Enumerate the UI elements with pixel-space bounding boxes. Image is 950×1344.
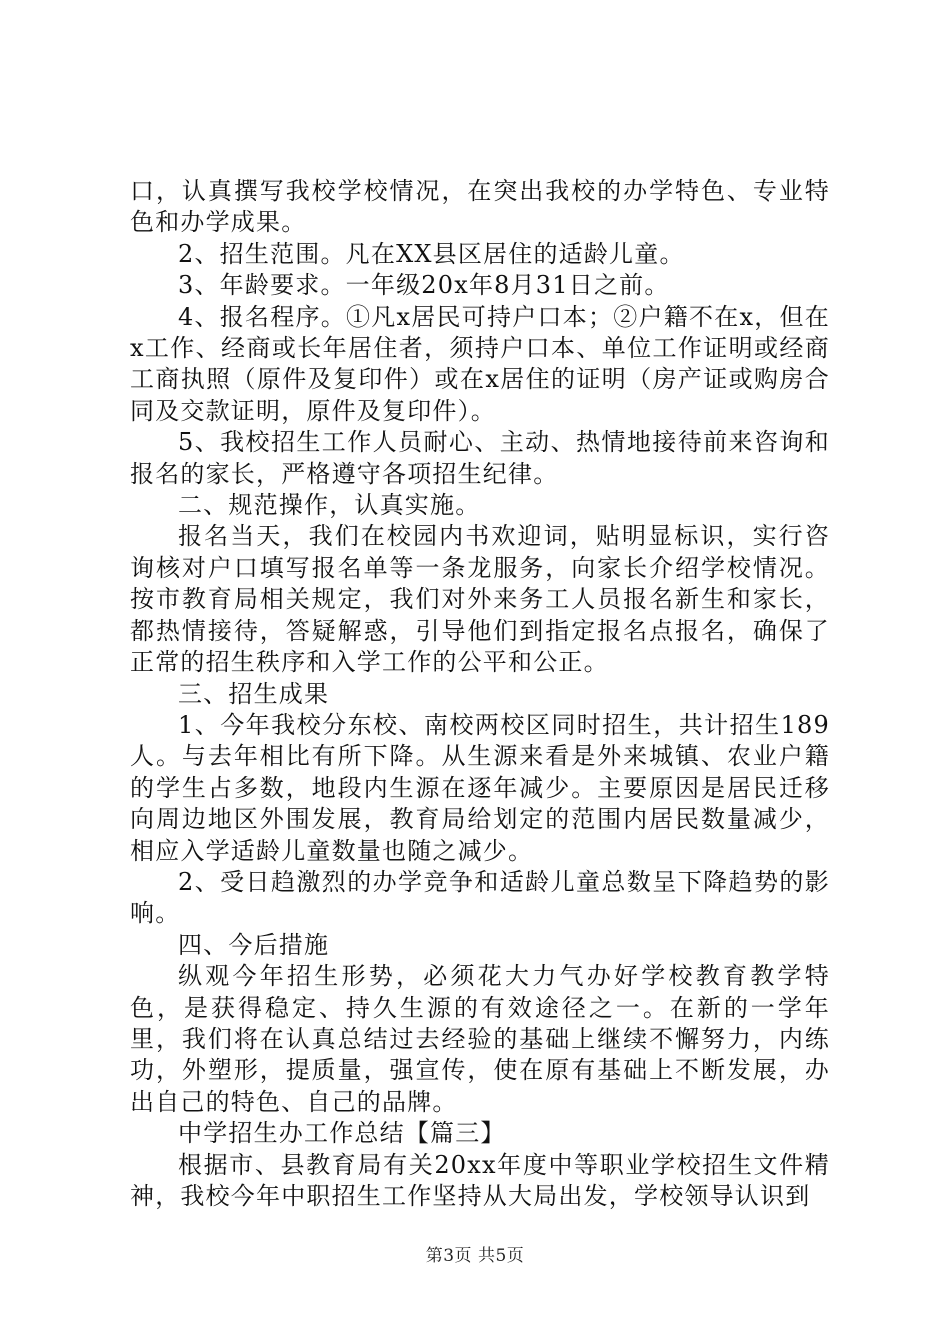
- paragraph-enrollment-scope: 2、招生范围。凡在XX县区居住的适龄儿童。: [178, 239, 685, 268]
- section-heading-three: 三、招生成果: [178, 679, 330, 708]
- paragraph-continuation: 口，认真撰写我校学校情况，在突出我校的办学特色、专业特色和办学成果。: [130, 177, 830, 237]
- paragraph-staff-conduct: 5、我校招生工作人员耐心、主动、热情地接待前来咨询和报名的家长，严格遵守各项招生纪律。: [130, 428, 830, 488]
- document-body: [130, 176, 830, 1212]
- paragraph-registration-day: 报名当天，我们在校园内书欢迎词，贴明显标识，实行咨询核对户口填写报名单等一条龙服务，向家长介绍学校情况。按市教育局相关规定，我们对外来务工人员报名新生和家长，都热情接待，答疑解惑，引导他们到指定报名点报名，确保了正常的招生秩序和入学工作的公平和公正。: [130, 522, 830, 677]
- page-footer: 第3页 共5页: [425, 1246, 525, 1266]
- paragraph-registration-procedure: 4、报名程序。①凡x居民可持户口本；②户籍不在x，但在x工作、经商或长年居住者，须持户口本、单位工作证明或经商工商执照（原件及复印件）或在x居住的证明（房产证或购房合同及交款证明，原件及复印件）。: [130, 302, 830, 425]
- paragraph-part-three-intro: 根据市、县教育局有关20xx年度中等职业学校招生文件精神，我校今年中职招生工作坚持从大局出发，学校领导认识到: [130, 1150, 830, 1210]
- paragraph-age-requirement: 3、年龄要求。一年级20x年8月31日之前。: [178, 271, 670, 300]
- section-heading-two: 二、规范操作，认真实施。: [178, 491, 481, 520]
- paragraph-future-measures: 纵观今年招生形势，必须花大力气办好学校教育教学特色，是获得稳定、持久生源的有效途径之一。在新的一学年里，我们将在认真总结过去经验的基础上继续不懈努力，内练功，外塑形，提质量，强宣传，使在原有基础上不断发展，办出自己的特色、自己的品牌。: [130, 962, 830, 1116]
- section-heading-part-three: 中学招生办工作总结【篇三】: [178, 1119, 506, 1148]
- paragraph-results-two: 2、受日趋激烈的办学竞争和适龄儿童总数呈下降趋势的影响。: [130, 867, 830, 928]
- section-heading-four: 四、今后措施: [178, 930, 330, 959]
- paragraph-results-one: 1、今年我校分东校、南校两校区同时招生，共计招生189人。与去年相比有所下降。从生源来看是外来城镇、农业户籍的学生占多数，地段内生源在逐年减少。主要原因是居民迁移向周边地区外围发展，教育局给划定的范围内居民数量减少，相应入学适龄儿童数量也随之减少。: [130, 710, 830, 865]
